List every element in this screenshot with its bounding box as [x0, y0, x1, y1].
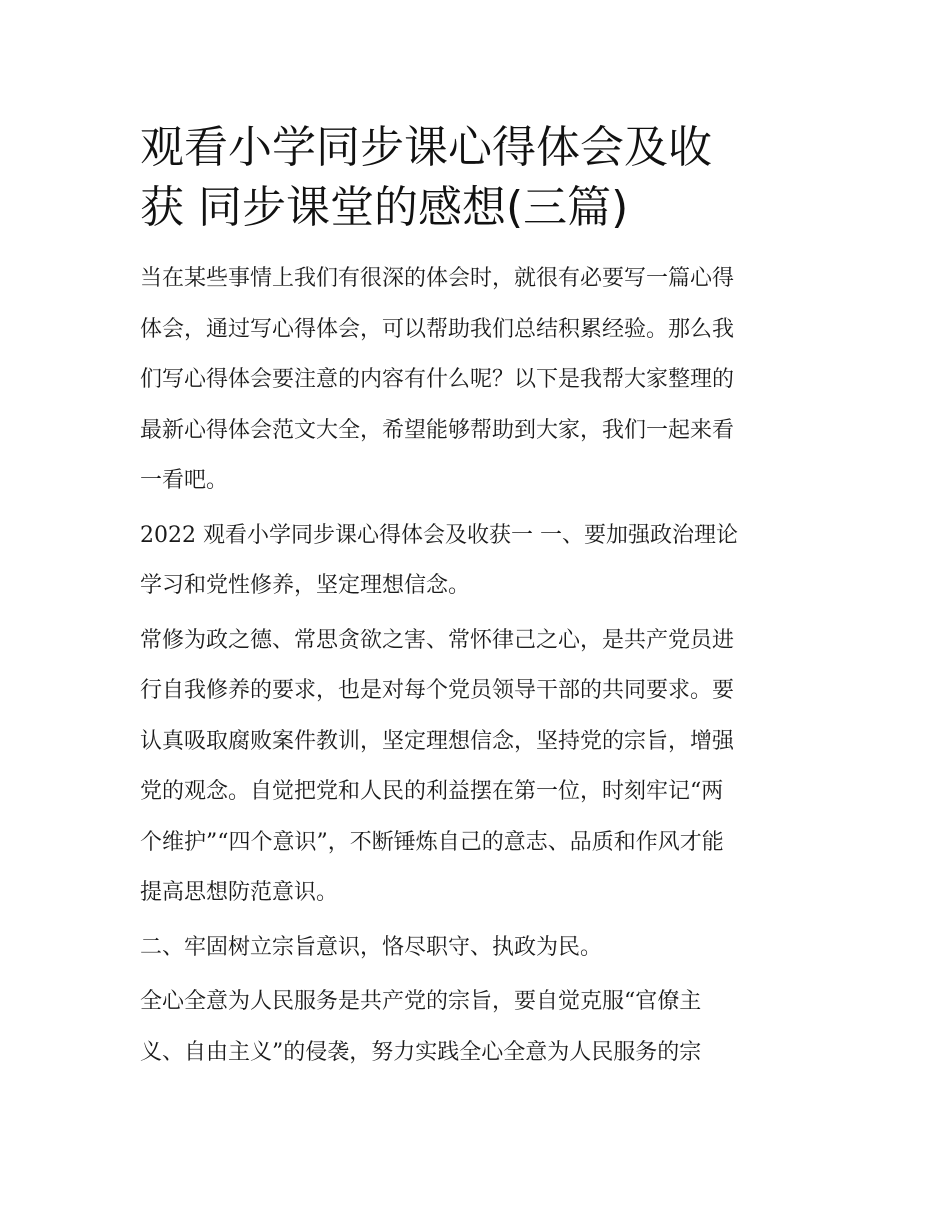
- document-content: [140, 118, 812, 1082]
- document-title: [140, 118, 812, 238]
- paragraph-section-two-body: [140, 977, 812, 1078]
- text-line: 提高思想防范意识。: [140, 880, 339, 905]
- text-line: 一看吧。: [140, 468, 229, 493]
- text-line: 当在某些事情上我们有很深的体会时，就很有必要写一篇心得: [140, 266, 735, 291]
- paragraph-section-one-body: [140, 616, 812, 919]
- text-line: 体会，通过写心得体会，可以帮助我们总结积累经验。那么我: [140, 316, 735, 342]
- text-line: 2022 观看小学同步课心得体会及收获一 一、要加强政治理论: [140, 522, 738, 548]
- text-line: 学习和党性修养，坚定理想信念。: [140, 573, 471, 598]
- text-line: 个维护”“四个意识”，不断锤炼自己的意志、品质和作风才能: [140, 829, 724, 855]
- text-line: 党的观念。自觉把党和人民的利益摆在第一位，时刻牢记“两: [140, 779, 724, 804]
- text-line: 最新心得体会范文大全，希望能够帮助到大家，我们一起来看: [140, 417, 735, 443]
- text-line: 义、自由主义”的侵袭，努力实践全心全意为人民服务的宗: [140, 1039, 702, 1065]
- text-line: 二、牢固树立宗旨意识，恪尽职守、执政为民。: [140, 934, 603, 960]
- paragraph-intro: [140, 254, 812, 507]
- text-line: 们写心得体会要注意的内容有什么呢？以下是我帮大家整理的: [140, 367, 735, 392]
- text-line: 行自我修养的要求，也是对每个党员领导干部的共同要求。要: [140, 678, 735, 703]
- paragraph-section-two-heading: [140, 923, 812, 974]
- text-line: 全心全意为人民服务是共产党的宗旨，要自觉克服“官僚主: [140, 989, 702, 1014]
- text-line: 常修为政之德、常思贪欲之害、常怀律己之心，是共产党员进: [140, 627, 735, 653]
- text-line: 认真吸取腐败案件教训，坚定理想信念，坚持党的宗旨，增强: [140, 728, 735, 754]
- title-line: 获 同步课堂的感想(三篇): [140, 182, 629, 233]
- paragraph-section-one-heading: [140, 511, 812, 612]
- title-line: 观看小学同步课心得体会及收: [140, 122, 712, 173]
